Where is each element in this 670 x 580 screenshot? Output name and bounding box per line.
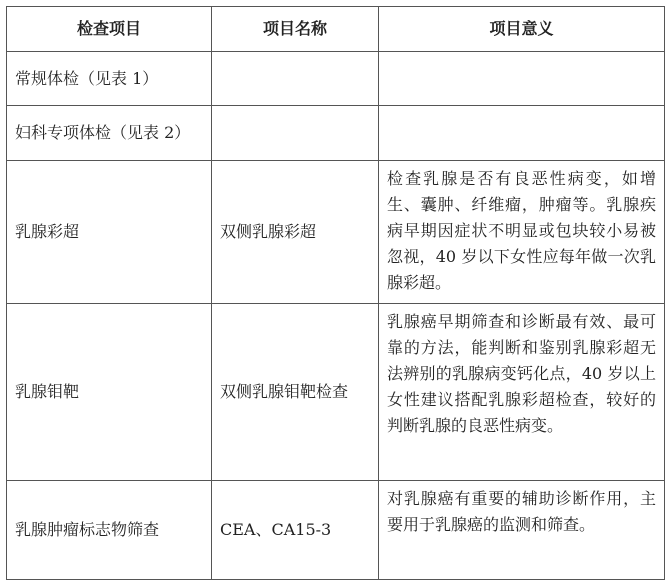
- header-item-name: 项目名称: [212, 7, 379, 52]
- table-header-row: [7, 7, 665, 52]
- table-row: [7, 481, 665, 580]
- item-name-cell: [212, 106, 379, 161]
- checkup-table: [6, 6, 665, 580]
- check-item-cell: 妇科专项体检（见表 2）: [7, 106, 212, 161]
- item-meaning-cell: [379, 106, 665, 161]
- check-item-cell: 乳腺彩超: [7, 161, 212, 304]
- item-meaning-cell: 对乳腺癌有重要的辅助诊断作用，主要用于乳腺癌的监测和筛查。: [379, 481, 665, 580]
- item-meaning-cell: 检查乳腺是否有良恶性病变，如增生、囊肿、纤维瘤，肿瘤等。乳腺疾病早期因症状不明显或包块较小易被忽视，40 岁以下女性应每年做一次乳腺彩超。: [379, 161, 665, 304]
- table-row: [7, 161, 665, 304]
- item-name-cell: [212, 52, 379, 106]
- check-item-cell: 乳腺肿瘤标志物筛查: [7, 481, 212, 580]
- item-meaning-cell: 乳腺癌早期筛查和诊断最有效、最可靠的方法，能判断和鉴别乳腺彩超无法辨别的乳腺病变钙化点，40 岁以上女性建议搭配乳腺彩超检查，较好的判断乳腺的良恶性病变。: [379, 304, 665, 481]
- item-meaning-cell: [379, 52, 665, 106]
- item-name-cell: 双侧乳腺钼靶检查: [212, 304, 379, 481]
- header-check-item: 检查项目: [7, 7, 212, 52]
- header-item-meaning: 项目意义: [379, 7, 665, 52]
- check-item-cell: 常规体检（见表 1）: [7, 52, 212, 106]
- check-item-cell: 乳腺钼靶: [7, 304, 212, 481]
- table-row: [7, 304, 665, 481]
- item-name-cell: CEA、CA15-3: [212, 481, 379, 580]
- table-row: [7, 106, 665, 161]
- table-row: [7, 52, 665, 106]
- item-name-cell: 双侧乳腺彩超: [212, 161, 379, 304]
